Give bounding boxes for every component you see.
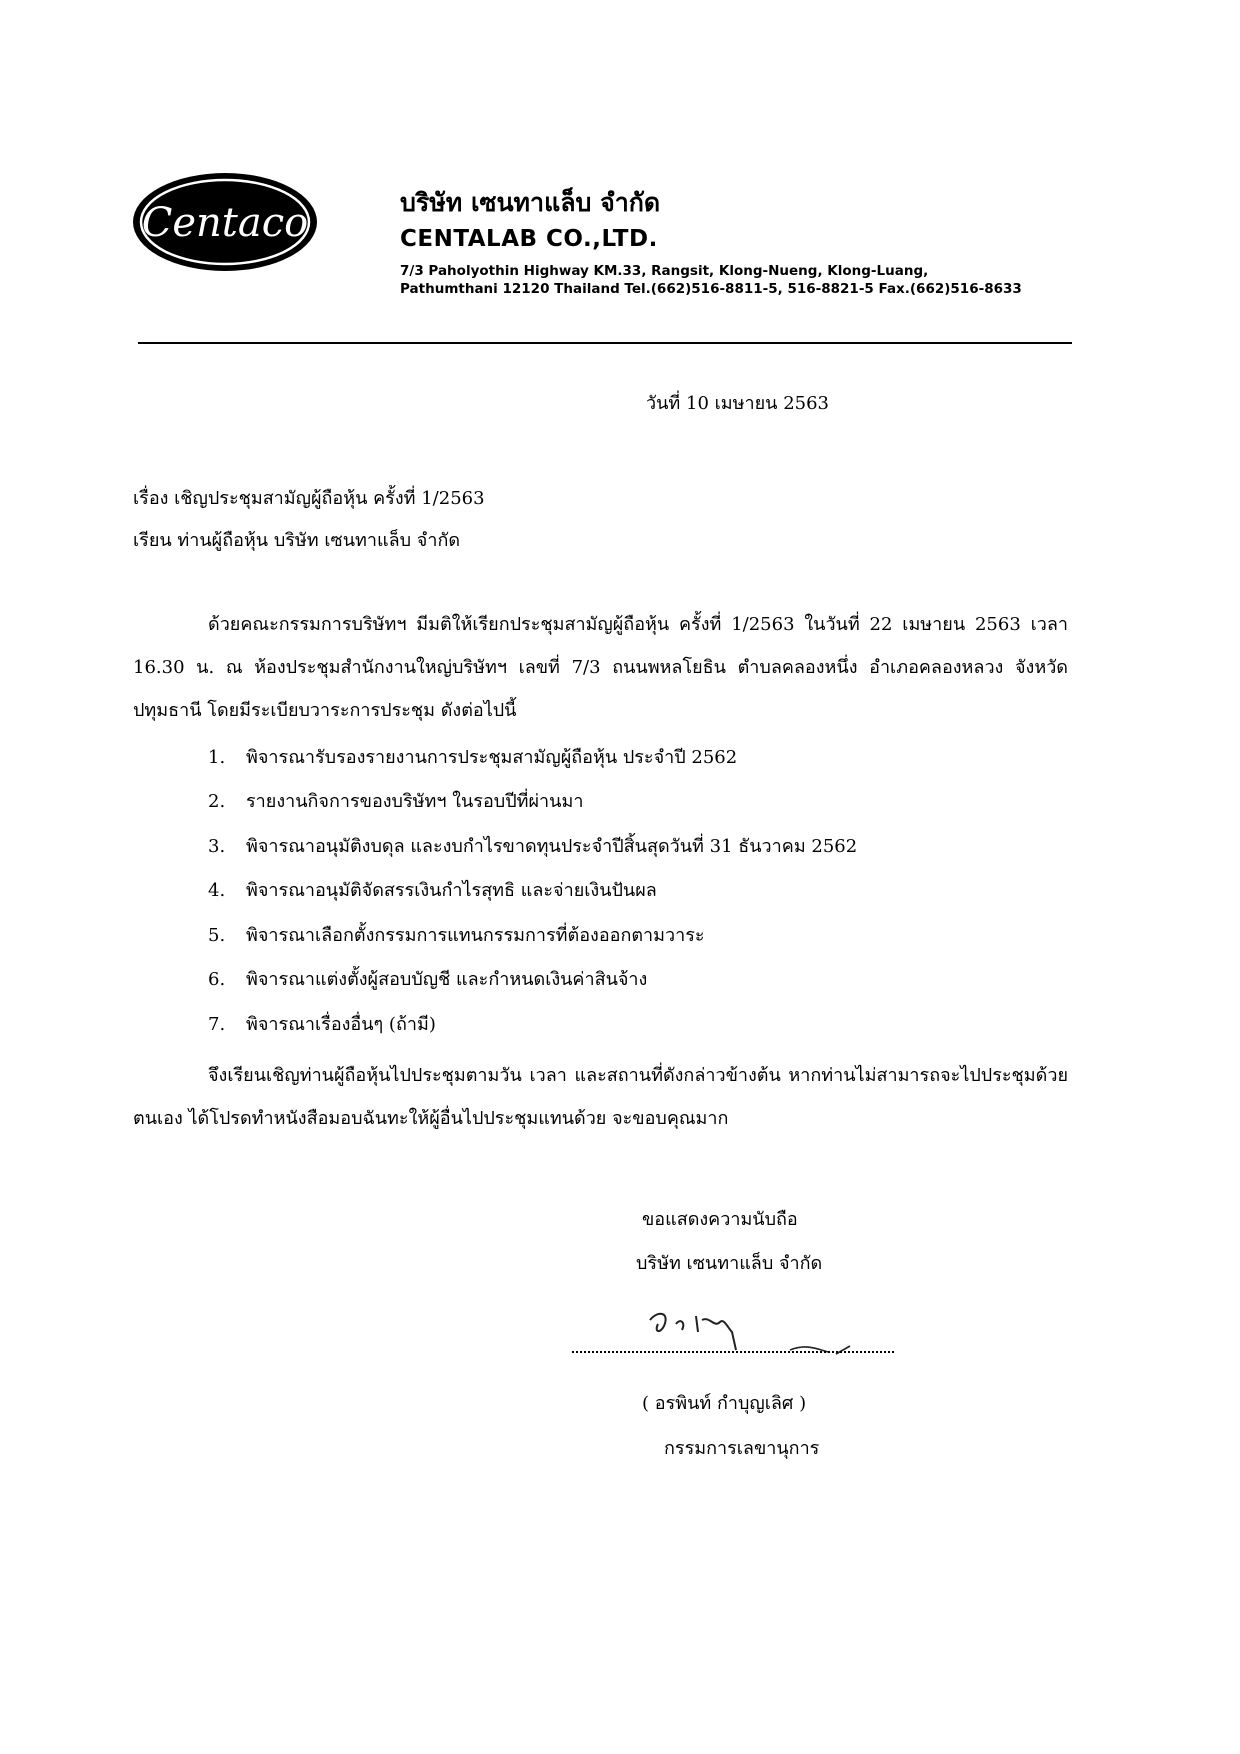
agenda-item: 3. พิจารณาอนุมัติงบดุล และงบกำไรขาดทุนประจำปีสิ้นสุดวันที่ 31 ธันวาคม 2562 [208,836,858,857]
agenda-item: 5. พิจารณาเลือกตั้งกรรมการแทนกรรมการที่ต้องออกตามวาระ [208,925,705,946]
signature-line [572,1351,894,1353]
agenda-item: 1. พิจารณารับรองรายงานการประชุมสามัญผู้ถือหุ้น ประจำปี 2562 [208,747,738,768]
agenda-item: 7. พิจารณาเรื่องอื่นๆ (ถ้ามี) [208,1014,436,1035]
closing-regards: ขอแสดงความนับถือ [642,1209,798,1230]
letter-recipient: เรียน ท่านผู้ถือหุ้น บริษัท เซนทาแล็บ จำกัด [133,530,461,551]
agenda-item: 4. พิจารณาอนุมัติจัดสรรเงินกำไรสุทธิ และจ่ายเงินปันผล [208,880,657,901]
company-address-line2: Pathumthani 12120 Thailand Tel.(662)516-8811-5, 516-8821-5 Fax.(662)516-8633 [400,281,1022,297]
agenda-item: 2. รายงานกิจการของบริษัทฯ ในรอบปีที่ผ่านมา [208,791,584,812]
company-logo [130,170,320,274]
agenda-item: 6. พิจารณาแต่งตั้งผู้สอบบัญชี และกำหนดเงินค่าสินจ้าง [208,969,648,990]
closing-paragraph: จึงเรียนเชิญท่านผู้ถือหุ้นไปประชุมตามวัน เวลา และสถานที่ดังกล่าวข้างต้น หากท่านไม่สามารถจะไปประชุมด้วยตนเอง ได้โปรดทำหนังสือมอบฉันทะให้ผู้อื่นไปประชุมแทนด้วย จะขอบคุณมาก [133,1065,1068,1129]
signer-name: ( อรพินท์ กำบุญเลิศ ) [642,1393,807,1414]
signer-title: กรรมการเลขานุการ [664,1438,820,1459]
header-divider [138,342,1072,344]
company-name-thai: บริษัท เซนทาแล็บ จำกัด [400,188,661,217]
letter-subject: เรื่อง เชิญประชุมสามัญผู้ถือหุ้น ครั้งที่ 1/2563 [133,488,485,509]
closing-company: บริษัท เซนทาแล็บ จำกัด [636,1253,823,1274]
company-name-english: CENTALAB CO.,LTD. [400,226,658,252]
company-address-line1: 7/3 Paholyothin Highway KM.33, Rangsit, Klong-Nueng, Klong-Luang, [400,263,929,279]
intro-paragraph: ด้วยคณะกรรมการบริษัทฯ มีมติให้เรียกประชุมสามัญผู้ถือหุ้น ครั้งที่ 1/2563 ในวันที่ 22 เมษายน 2563 เวลา 16.30 น. ณ ห้องประชุมสำนักงานใหญ่บริษัทฯ เลขที่ 7/3 ถนนพหลโยธิน ตำบลคลองหนึ่ง อำเภอคลองหลวง จังหวัดปทุมธานี โดยมีระเบียบวาระการประชุม ดังต่อไปนี้ [133,614,1068,721]
letter-date: วันที่ 10 เมษายน 2563 [646,393,829,414]
handwritten-signature [640,1298,870,1363]
logo-text: Centaco [141,200,309,246]
